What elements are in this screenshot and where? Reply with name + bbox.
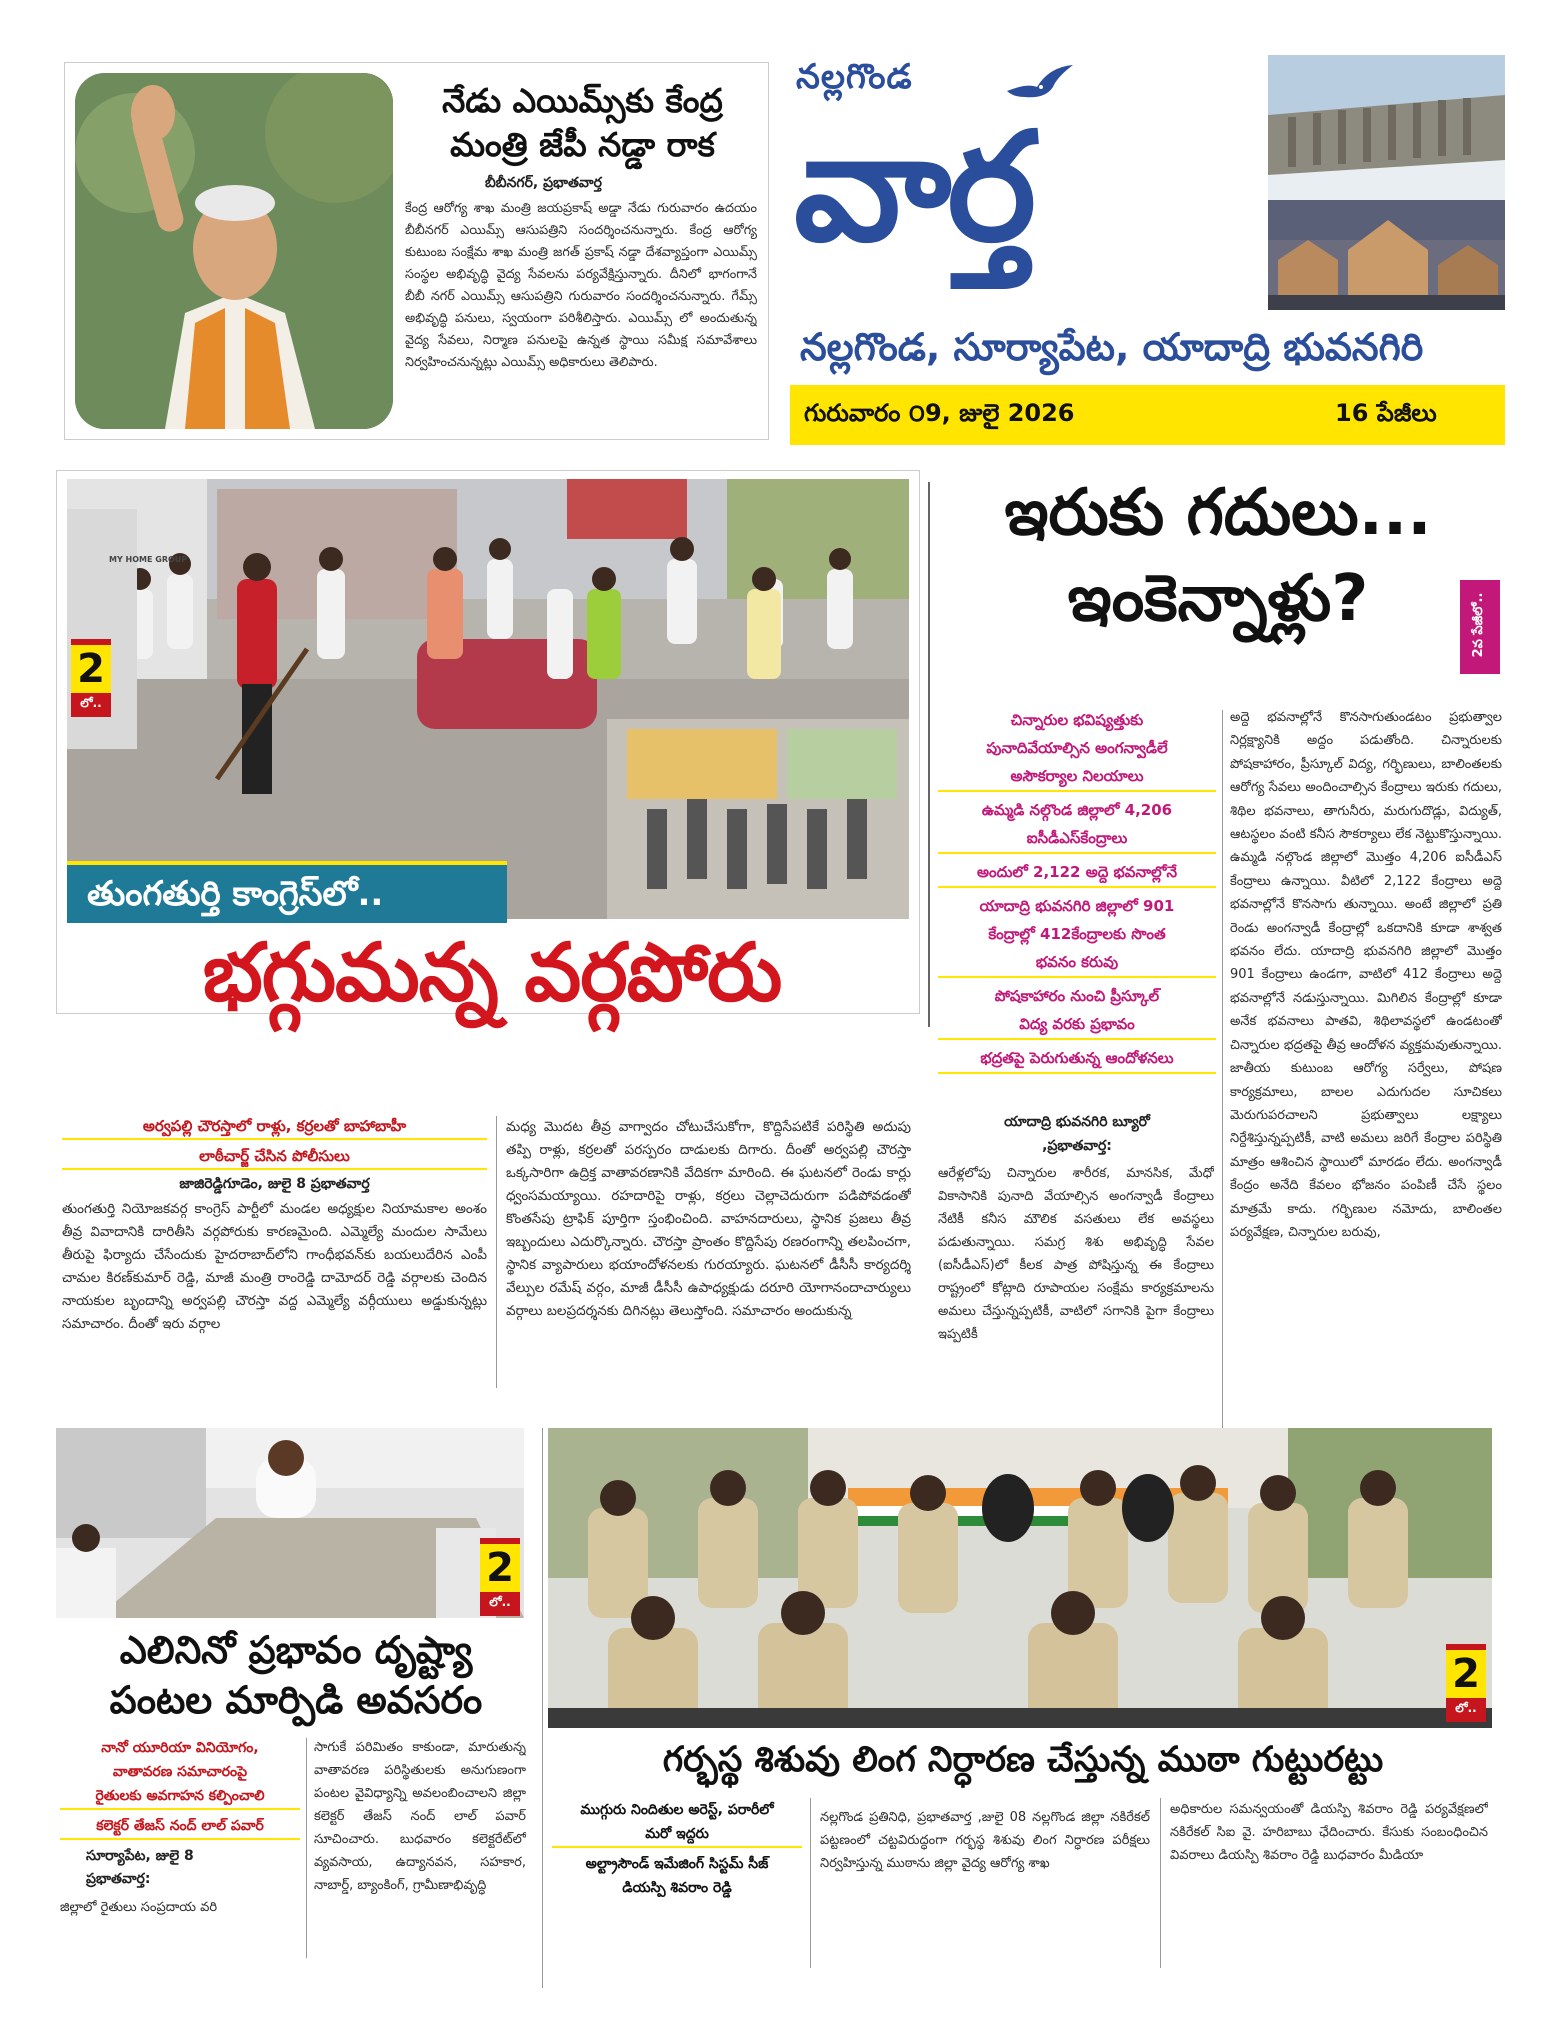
page-count: 16 పేజీలు <box>1335 399 1437 427</box>
highlight-line: విద్య వరకు ప్రభావం <box>938 1010 1216 1040</box>
photo-signboard: MY HOME GROUP <box>109 555 188 564</box>
clash-photo <box>67 479 909 919</box>
highlight-line: పోషకాహారం నుంచి ప్రీస్కూల్ <box>994 987 1160 1005</box>
lead-page-ref-badge[interactable] <box>71 639 111 717</box>
lead-col-divider <box>496 1116 497 1388</box>
lead-story-box <box>56 470 920 1019</box>
lead-text-block <box>56 1112 918 1452</box>
elnino-kickers <box>60 1736 300 1840</box>
elnino-col-1: జిల్లాలో రైతులు సంప్రదాయ వరి <box>60 1900 218 1915</box>
top-body: కేంద్ర ఆరోగ్య శాఖ మంత్రి జయప్రకాష్ అడ్డా నేడు గురువారం ఉదయం బీబీనగర్ ఎయిమ్స్ ఆసుపత్రిని సందర్శించనున్నారు. కేంద్ర ఆరోగ్య కుటుంబ సంక్షేమ శాఖ మంత్రి జగత్ ప్రకాష్ నడ్డా దేశవ్యాప్తంగా ఎయిమ్స్ సంస్థల అభివృద్ధి వైద్య సేవలను పర్యవేక్షిస్తున్నారు. దీనిలో భాగంగానే బీబీ నగర్ ఎయిమ్స్ ఆసుపత్రిని గురువారం సందర్శించనున్నారు. గేమ్స్ అభివృద్ధి పనులు, స్వయంగా పరిశీలిస్తారు. ఎయిమ్స్ లో అందుతున్న వైద్య సేవలు, నిర్మాణ పనులపై ఉన్నత స్థాయి సమీక్ష సమావేశాలు నిర్వహించనున్నట్లు ఎయిమ్స్ అధికారులు తెలిపారు. <box>405 201 757 370</box>
elnino-headline-line2: పంటల మార్పిడి అవసరం <box>109 1678 483 1722</box>
police-page-ref-suffix: లో.. <box>1455 1701 1477 1715</box>
date-bar <box>790 385 1505 445</box>
highlight-line: భవనం కరువు <box>938 948 1216 978</box>
police-col-2: అధికారుల సమన్వయంతో డియస్పి శివరాం రెడ్డి పర్యవేక్షణలో నకిరేకల్ సిఐ వై. హరిబాబు ఛేదించారు. కేసుకు సంబంధించిన వివరాలు డియస్పి శివరాం రెడ్డి బుధవారం మీడియా <box>1170 1802 1488 1863</box>
masthead <box>790 55 1505 445</box>
anganwadi-lower-left <box>928 1112 1218 1452</box>
police-col-divider-1 <box>810 1798 811 1968</box>
anganwadi-body-left: ఆరేళ్లలోపు చిన్నారుల శారీరక, మానసిక, మేధో వికాసానికి పునాది వేయాల్సిన అంగన్వాడీ కేంద్రాలు నేటికీ కనీస మౌలిక వసతులు లేక అవస్థలు పడుతున్నాయి. సమగ్ర శిశు అభివృద్ధి సేవల (ఐసీడీఎస్)లో కీలక పాత్ర పోషిస్తున్న ఈ కేంద్రాలు రాష్ట్రంలో కోట్లాది రూపాయల సంక్షేమ కార్యక్రమాలను అమలు చేస్తున్నప్పటికీ, వాటిలో సగానికి పైగా కేంద్రాలు ఇప్పటికీ <box>938 1166 1214 1342</box>
anganwadi-side-tag-text: 2వ పేజీలో.. <box>1471 592 1486 658</box>
elnino-col-divider <box>306 1738 307 1958</box>
elnino-dateline: సూర్యాపేట, జులై 8 <box>86 1848 194 1864</box>
issue-date: గురువారం ౦9, జులై 2026 <box>804 399 1075 427</box>
police-headline: గర్భస్థ శిశువు లింగ నిర్ధారణ చేస్తున్న ముఠా గుట్టురట్టు <box>662 1740 1384 1780</box>
anganwadi-dateline-1: యాదాద్రి భువనగిరి బ్యూరో <box>1004 1114 1150 1130</box>
police-press-photo <box>548 1428 1492 1728</box>
anganwadi-body-right: అద్దె భవనాల్లోనే కొనసాగుతుండటం ప్రభుత్వాల నిర్లక్ష్యానికి అద్దం పడుతోంది. చిన్నారులకు పోషకాహారం, ప్రీస్కూల్ విద్య, గర్భిణులు, బాలింతలకు ఆరోగ్య సేవలు అందించాల్సిన కేంద్రాలు ఇరుకు గదులు, శిథిల భవనాలు, తాగునీరు, మరుగుదొడ్లు, విద్యుత్, ఆటస్థలం వంటి కనీస సౌకర్యాలు లేక నెట్టుకొస్తున్నాయి. ఉమ్మడి నల్గొండ జిల్లాలో మొత్తం 4,206 ఐసీడీఎస్ కేంద్రాలు ఉన్నాయి. వీటిలో 2,122 కేంద్రాలు అద్దె భవనాల్లోనే కొనసాగు తున్నాయి. అంటే జిల్లాలో ప్రతి రెండు అంగన్వాడీ కేంద్రాల్లో ఒకదానికి కూడా శాశ్వత భవనం లేదు. యాదాద్రి భువనగిరి జిల్లాలో మొత్తం 901 కేంద్రాలు ఉండగా, వాటిలో 412 కేంద్రాలు అద్దె భవనాల్లోనే నడుస్తున్నాయి. మిగిలిన కేంద్రాల్లో కూడా అనేక భవనాలు పాతవి, శిథిలావస్థలో ఉండటంతో చిన్నారుల భద్రతపై తీవ్ర ఆందోళన వ్యక్తమవుతున్నాయి. జాతీయ కుటుంబ ఆరోగ్య సర్వేలు, పోషణ కార్యక్రమాలు, బాలల ఎదుగుదల సూచికలు మెరుగుపరచాలని ప్రభుత్వాలు లక్ష్యాలు నిర్దేశిస్తున్నప్పటికీ, వాటి అమలు జరిగే కేంద్రాల పరిస్థితి మాత్రం ఆశించిన స్థాయిలో మారడం లేదు. అంగన్వాడీ కేంద్రం అనేది కేవలం భోజనం పంపిణీ చేసే స్థలం మాత్రమే కాదు. గర్భిణుల నమోదు, బాలింతల పర్యవేక్షణ, చిన్నారుల బరువు, <box>1230 710 1502 1240</box>
elnino-story <box>56 1428 536 1998</box>
elnino-kicker: రైతులకు అవగాహన కల్పించాలి <box>60 1784 300 1810</box>
police-kicker: మరో ఇద్దరు <box>552 1822 802 1848</box>
dam-photo <box>1268 55 1505 200</box>
police-col-1: నల్లగొండ ప్రతినిధి, ప్రభాతవార్త ,జులై 08 నల్లగొండ జిల్లా నకిరేకల్ పట్టణంలో చట్టవిరుద్ధంగా గర్భస్థ శిశువు లింగ నిర్ధారణ పరీక్షలు నిర్వహిస్తున్న ముఠాను జిల్లా వైద్య ఆరోగ్య శాఖ <box>820 1810 1150 1871</box>
police-page-ref-badge[interactable] <box>1446 1644 1486 1722</box>
lead-kicker-red-2: లాఠీచార్జ్ చేసిన పోలీసులు <box>62 1144 487 1170</box>
highlight-line: యాదాద్రి భువనగిరి జిల్లాలో 901 <box>979 897 1175 915</box>
top-headline-line2: మంత్రి జేపీ నడ్డా రాక <box>450 125 715 164</box>
elnino-kicker: వాతావరణ సమాచారంపై <box>112 1764 248 1780</box>
top-story-box <box>64 62 769 440</box>
elnino-page-ref-num: 2 <box>480 1544 520 1592</box>
police-col-divider-2 <box>1160 1798 1161 1968</box>
brand-title: వార్త <box>794 101 1033 275</box>
highlight-line: చిన్నారుల భవిష్యత్తుకు <box>1010 711 1144 729</box>
lead-dateline: జాజిరెడ్డిగూడెం, జులై 8 ప్రభాతవార్త <box>179 1176 370 1192</box>
anganwadi-col-divider <box>1222 710 1223 1510</box>
elnino-headline-line1: ఎలినినో ప్రభావం దృష్ట్యా <box>119 1628 473 1672</box>
anganwadi-dateline-2: ,ప్రభాతవార్త: <box>1042 1138 1112 1154</box>
lead-kicker-red: అర్వపల్లి చౌరస్తాలో రాళ్లు, కర్రలతో బాహాబాహీ <box>62 1114 487 1140</box>
lead-tag: తుంగతుర్తి కాంగ్రెస్‌లో.. <box>67 861 507 923</box>
elnino-kicker-name: కలెక్టర్ తేజస్ నంద్ లాల్ పవార్ <box>60 1814 300 1840</box>
top-headline-line1: నేడు ఎయిమ్స్‌కు కేంద్ర <box>442 81 723 120</box>
highlight-line: కేంద్రాల్లో 412కేంద్రాలకు సొంత <box>988 925 1166 943</box>
elnino-page-ref-suffix: లో.. <box>489 1595 511 1609</box>
minister-photo <box>75 73 393 429</box>
lead-headline: భగ్గుమన్న వర్గపోరు <box>202 926 782 1019</box>
police-left-rule <box>542 1428 543 1988</box>
police-kicker: డియస్పి శివరాం రెడ్డి <box>622 1880 732 1896</box>
temple-photo <box>1268 200 1505 310</box>
dove-logo-icon <box>1005 61 1075 105</box>
highlight-line: పునాదివేయాల్సిన అంగన్వాడీలే <box>986 739 1168 757</box>
meeting-photo <box>56 1428 524 1618</box>
anganwadi-highlights <box>938 706 1216 1074</box>
lead-col-1: తుంగతుర్తి నియోజకవర్గ కాంగ్రెస్ పార్టీలో మండల అధ్యక్షుల నియామకాల అంశం తీవ్ర వివాదానికి దారితీసి వర్గపోరుకు కారణమైంది. ఎమ్మెల్యే మందుల సామేలు తీరుపై ఫిర్యాదు చేసేందుకు హైదరాబాద్‌లోని గాంధీభవన్‌కు బయలుదేరిన ఎంపీ చామల కిరణ్‌కుమార్ రెడ్డి, మాజీ మంత్రి రాంరెడ్డి దామోదర్ రెడ్డి వర్గాలకు చెందిన నాయకుల బృందాన్ని అర్వపల్లి చౌరస్తా వద్ద ఎమ్మెల్యే వర్గీయులు అడ్డుకున్నట్లు సమాచారం. దీంతో ఇరు వర్గాల <box>62 1201 487 1332</box>
lead-page-ref-suffix: లో.. <box>80 696 102 710</box>
brand-small: నల్లగొండ <box>796 57 913 97</box>
elnino-kicker: నానో యూరియా వినియోగం, <box>101 1740 259 1756</box>
highlight-line: అసౌకర్యాల నిలయాలు <box>938 762 1216 792</box>
anganwadi-left-rule <box>928 482 930 1027</box>
highlight-line: ఐసీడీఎస్‌కేంద్రాలు <box>938 824 1216 854</box>
elnino-page-ref-badge[interactable] <box>480 1538 520 1616</box>
police-story <box>548 1428 1510 1998</box>
anganwadi-headline-line1: ఇరుకు గదులు... <box>1004 476 1432 550</box>
highlight-line: భద్రతపై పెరుగుతున్న ఆందోళనలు <box>938 1044 1216 1074</box>
highlight-line: ఉమ్మడి నల్గొండ జిల్లాలో 4,206 <box>981 801 1173 819</box>
police-page-ref-num: 2 <box>1446 1650 1486 1698</box>
anganwadi-side-tag[interactable] <box>1460 580 1500 674</box>
police-kicker: ముగ్గురు నిందితుల అరెస్ట్, పరారీలో <box>580 1802 774 1818</box>
highlight-line: అందులో 2,122 అద్దె భవనాల్లోనే <box>938 858 1216 888</box>
elnino-col-2: సాగుకే పరిమితం కాకుండా, మారుతున్న వాతావరణ పరిస్థితులకు అనుగుణంగా పంటల వైవిధ్యాన్ని అవలంబించాలని జిల్లా కలెక్టర్ తేజస్ నంద్ లాల్ పవార్ సూచించారు. బుధవారం కలెక్టరేట్‌లో వ్యవసాయ, ఉద్యానవన, సహకార, నాబార్డ్, బ్యాంకింగ్, గ్రామీణాభివృద్ధి <box>314 1740 526 1893</box>
lead-page-ref-num: 2 <box>71 645 111 693</box>
anganwadi-headline-line2: ఇంకెన్నాళ్లు? <box>1067 562 1369 636</box>
police-kickers <box>552 1798 802 1900</box>
elnino-dateline-2: ప్రభాతవార్త: <box>86 1871 151 1887</box>
lead-col-2: మధ్య మొదట తీవ్ర వాగ్వాదం చోటుచేసుకోగా, కొద్దిసేపటికే పరిస్థితి అదుపు తప్పి రాళ్లు, కర్రలతో పరస్పరం దాడులకు దిగారు. దీంతో అర్వపల్లి చౌరస్తా ఒక్కసారిగా ఉద్రిక్త వాతావరణానికి వేదికగా మారింది. ఈ ఘటనలో రెండు కార్లు ధ్వంసమయ్యాయి. రహదారిపై రాళ్లు, కర్రలు చెల్లాచెదురుగా పడిపోవడంతో కొంతసేపు ట్రాఫిక్ పూర్తిగా స్తంభించింది. వాహనదారులు, స్థానిక ప్రజలు తీవ్ర ఇబ్బందులు ఎదుర్కొన్నారు. చౌరస్తా ప్రాంతం కొద్దిసేపు రణరంగాన్ని తలపించగా, స్థానిక వ్యాపారులు భయాందోళనలకు గురయ్యారు. ఘటనలో డీసీసీ కార్యదర్శి వేల్పుల రమేష్ వర్గం, మాజీ డీసీసీ ఉపాధ్యక్షుడు దరూరి యోగానందాచార్యులు వర్గాలు బలప్రదర్శనకు దిగినట్లు తెలుస్తోంది. సమాచారం అందుకున్న <box>506 1119 911 1319</box>
top-dateline: బీబీనగర్, ప్రభాతవార్త <box>485 175 602 191</box>
police-kicker: అల్ట్రాసౌండ్ ఇమేజింగ్ సిస్టమ్ సీజ్ <box>585 1856 769 1872</box>
masthead-districts: నల్లగొండ, సూర్యాపేట, యాదాద్రి భువనగిరి <box>800 325 1424 369</box>
